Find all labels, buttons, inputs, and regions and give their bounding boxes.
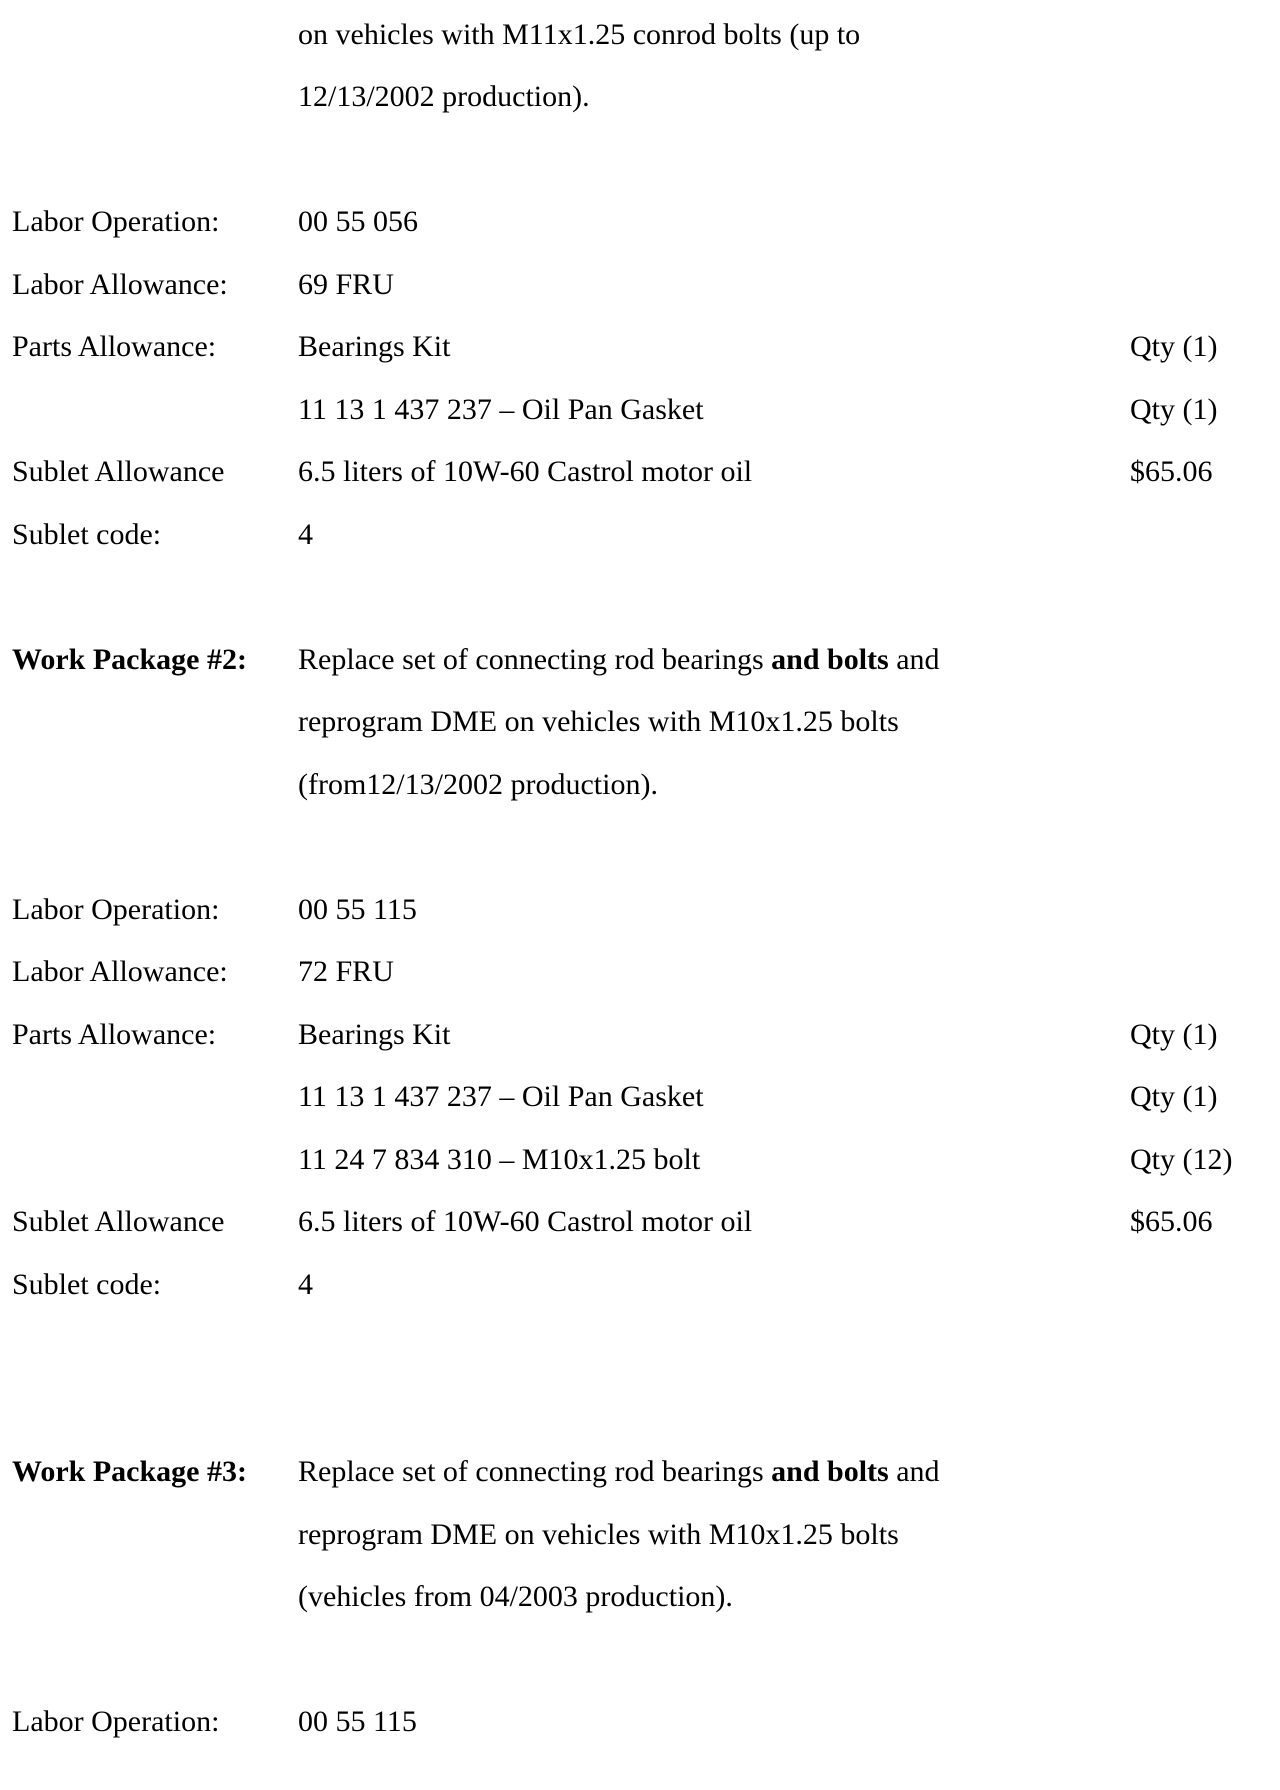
work-package-description-line: reprogram DME on vehicles with M10x1.25 bolts	[298, 705, 899, 738]
sublet-allowance-label: Sublet Allowance	[12, 1205, 225, 1238]
sublet-code-value: 4	[298, 1268, 313, 1301]
sublet-allowance-amount: $65.06	[1130, 1205, 1213, 1238]
part-description: 11 13 1 437 237 – Oil Pan Gasket	[298, 393, 704, 426]
sublet-allowance-label: Sublet Allowance	[12, 455, 225, 488]
work-package-description-line: reprogram DME on vehicles with M10x1.25 bolts	[298, 1518, 899, 1551]
part-quantity: Qty (1)	[1130, 393, 1218, 426]
labor-operation-label: Labor Operation:	[12, 205, 220, 238]
labor-operation-value: 00 55 115	[298, 893, 417, 926]
labor-operation-value: 00 55 115	[298, 1705, 417, 1738]
sublet-code-label: Sublet code:	[12, 1268, 162, 1301]
work-package-description-line: (vehicles from 04/2003 production).	[298, 1580, 733, 1613]
part-description: Bearings Kit	[298, 330, 451, 363]
work-package-heading: Work Package #3:	[12, 1455, 247, 1488]
sublet-allowance-description: 6.5 liters of 10W-60 Castrol motor oil	[298, 455, 753, 488]
sublet-allowance-description: 6.5 liters of 10W-60 Castrol motor oil	[298, 1205, 753, 1238]
work-package-description-line: Replace set of connecting rod bearings and bolts and	[298, 643, 940, 676]
sublet-code-value: 4	[298, 518, 313, 551]
labor-operation-label: Labor Operation:	[12, 1705, 220, 1738]
work-package-description-line: Replace set of connecting rod bearings and bolts and	[298, 1455, 940, 1488]
parts-allowance-label: Parts Allowance:	[12, 330, 217, 363]
labor-operation-label: Labor Operation:	[12, 893, 220, 926]
sublet-code-label: Sublet code:	[12, 518, 162, 551]
sublet-allowance-amount: $65.06	[1130, 455, 1213, 488]
work-package-heading: Work Package #2:	[12, 643, 247, 676]
labor-operation-value: 00 55 056	[298, 205, 418, 238]
parts-allowance-label: Parts Allowance:	[12, 1018, 217, 1051]
work-package-description-line: (from12/13/2002 production).	[298, 768, 658, 801]
labor-allowance-label: Labor Allowance:	[12, 268, 228, 301]
part-quantity: Qty (1)	[1130, 1018, 1218, 1051]
part-quantity: Qty (12)	[1130, 1143, 1233, 1176]
intro-line-1: on vehicles with M11x1.25 conrod bolts (up to	[298, 18, 861, 51]
intro-line-2: 12/13/2002 production).	[298, 80, 590, 113]
labor-allowance-value: 69 FRU	[298, 268, 394, 301]
labor-allowance-value: 72 FRU	[298, 955, 394, 988]
part-description: 11 24 7 834 310 – M10x1.25 bolt	[298, 1143, 701, 1176]
labor-allowance-label: Labor Allowance:	[12, 955, 228, 988]
part-quantity: Qty (1)	[1130, 330, 1218, 363]
part-description: 11 13 1 437 237 – Oil Pan Gasket	[298, 1080, 704, 1113]
part-quantity: Qty (1)	[1130, 1080, 1218, 1113]
part-description: Bearings Kit	[298, 1018, 451, 1051]
